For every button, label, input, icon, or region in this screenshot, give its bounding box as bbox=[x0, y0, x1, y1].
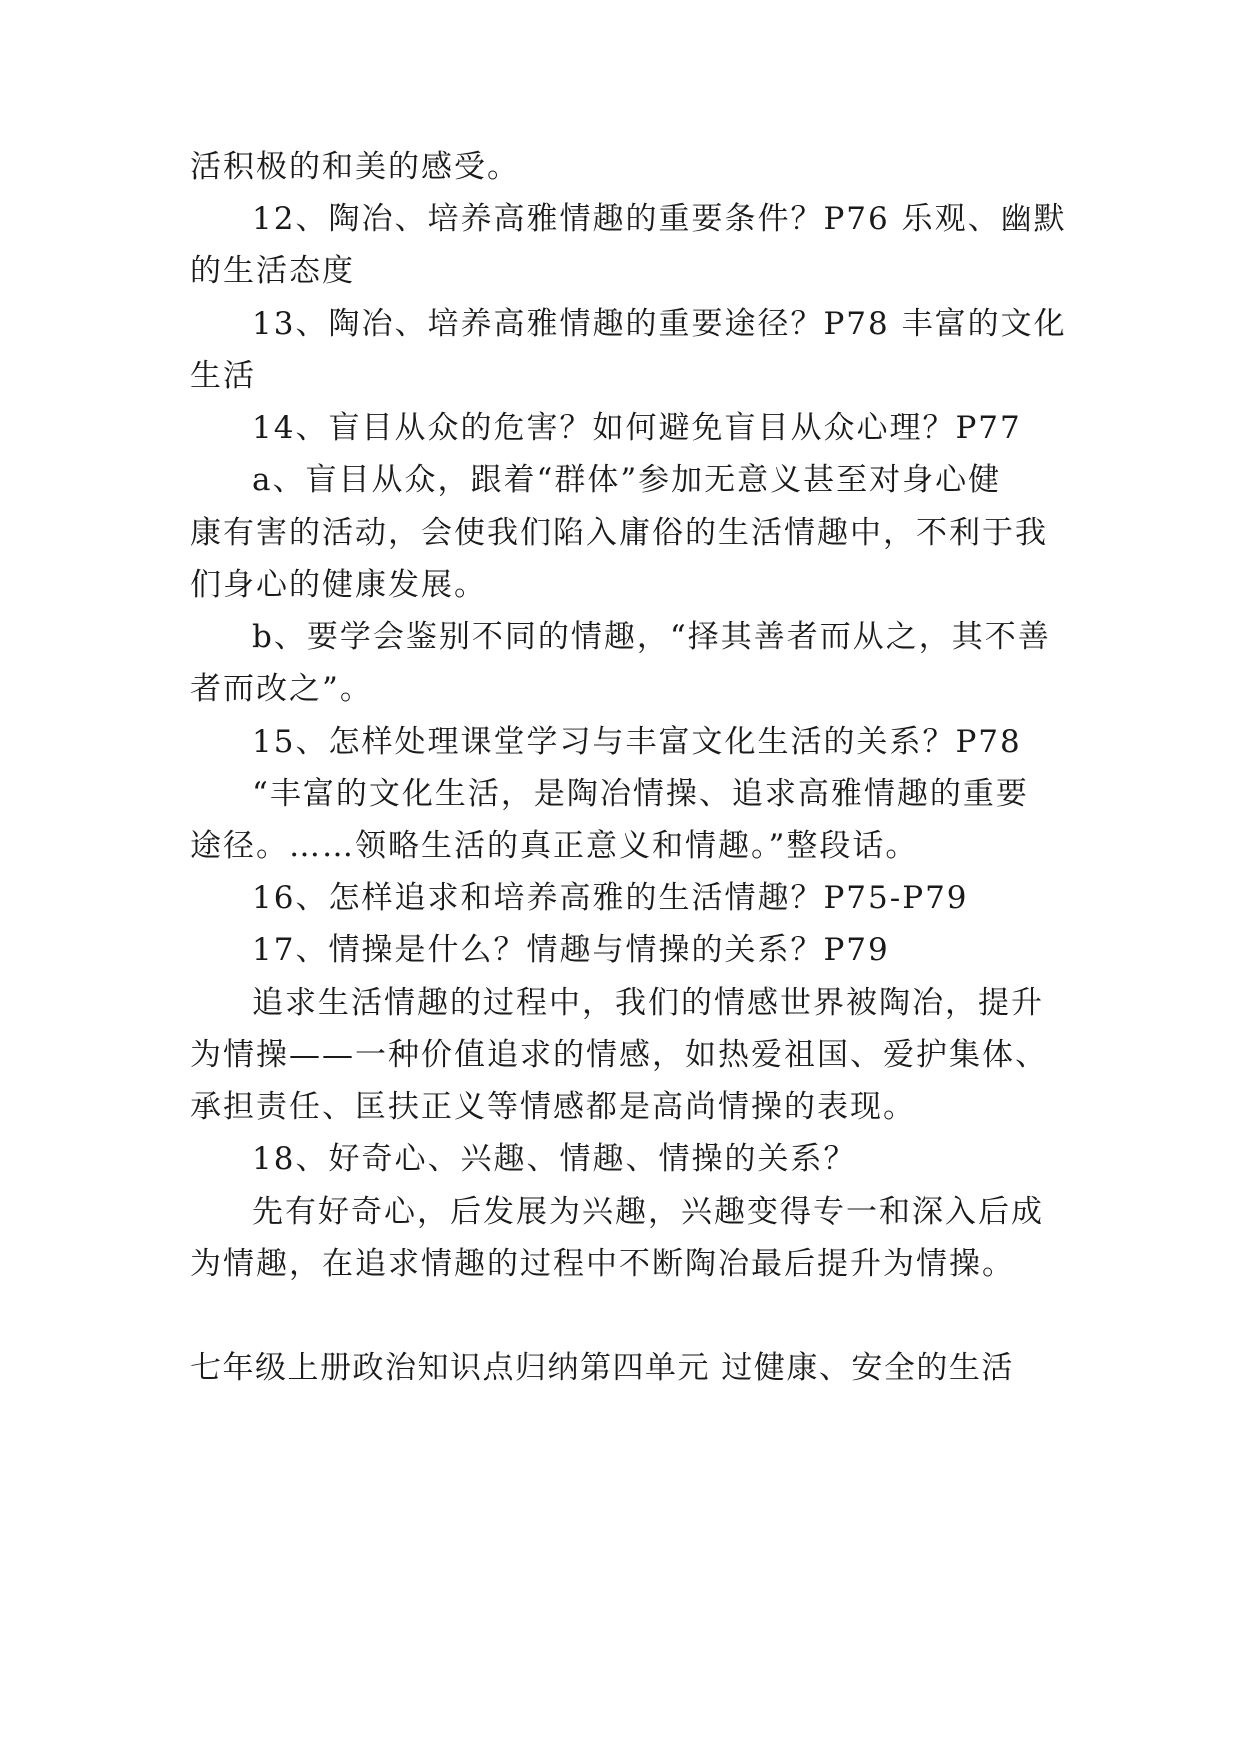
text-line-22: 为情趣，在追求情趣的过程中不断陶冶最后提升为情操。 bbox=[190, 1246, 1015, 1282]
section-heading: 七年级上册政治知识点归纳第四单元 过健康、安全的生活 bbox=[190, 1350, 1014, 1386]
text-line-5: 生活 bbox=[190, 358, 256, 394]
text-line-19: 承担责任、匡扶正义等情感都是高尚情操的表现。 bbox=[190, 1089, 916, 1125]
text-line-11: 者而改之”。 bbox=[190, 671, 373, 707]
question-18: 18、好奇心、兴趣、情趣、情操的关系？ bbox=[252, 1141, 857, 1177]
text-line-9: 们身心的健康发展。 bbox=[190, 567, 487, 603]
question-13: 13、陶冶、培养高雅情趣的重要途径？P78 丰富的文化 bbox=[252, 306, 1067, 342]
text-line-14: 途径。……领略生活的真正意义和情趣。”整段话。 bbox=[190, 828, 919, 864]
question-16: 16、怎样追求和培养高雅的生活情趣？P75-P79 bbox=[252, 880, 969, 916]
text-line-1: 活积极的和美的感受。 bbox=[190, 149, 520, 185]
answer-18: 先有好奇心，后发展为兴趣，兴趣变得专一和深入后成 bbox=[252, 1194, 1044, 1230]
question-15: 15、怎样处理课堂学习与丰富文化生活的关系？P78 bbox=[252, 724, 1022, 760]
text-line-8: 康有害的活动，会使我们陷入庸俗的生活情趣中，不利于我 bbox=[190, 515, 1048, 551]
text-line-18: 为情操——一种价值追求的情感，如热爱祖国、爱护集体、 bbox=[190, 1037, 1048, 1073]
answer-14a: a、盲目从众，跟着“群体”参加无意义甚至对身心健 bbox=[252, 462, 1002, 498]
question-17: 17、情操是什么？情趣与情操的关系？P79 bbox=[252, 932, 890, 968]
text-line-3: 的生活态度 bbox=[190, 253, 355, 289]
answer-17: 追求生活情趣的过程中，我们的情感世界被陶冶，提升 bbox=[252, 985, 1044, 1021]
question-14: 14、盲目从众的危害？如何避免盲目从众心理？P77 bbox=[252, 410, 1022, 446]
question-12: 12、陶冶、培养高雅情趣的重要条件？P76 乐观、幽默 bbox=[252, 201, 1067, 237]
answer-14b: b、要学会鉴别不同的情趣，“择其善者而从之，其不善 bbox=[252, 619, 1051, 655]
answer-15: “丰富的文化生活，是陶冶情操、追求高雅情趣的重要 bbox=[252, 776, 1029, 812]
